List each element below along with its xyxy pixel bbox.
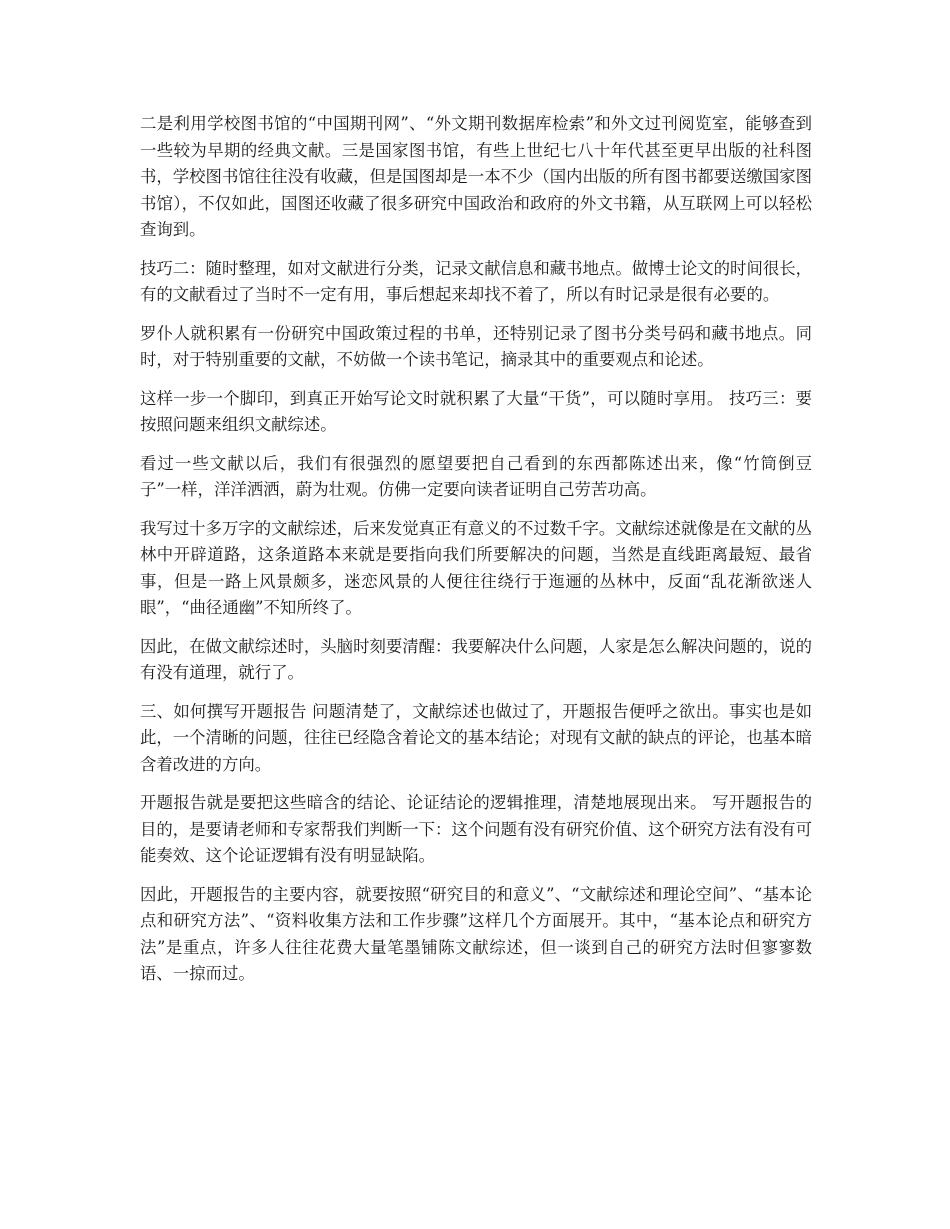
paragraph-8: 三、如何撰写开题报告 问题清楚了，文献综述也做过了，开题报告便呼之欲出。事实也是如此，一个清晰的问题，往往已经隐含着论文的基本结论；对现有文献的缺点的评论，也基本暗含着改进的方向。 [140, 701, 813, 774]
paragraph-5: 看过一些文献以后，我们有很强烈的愿望要把自己看到的东西都陈述出来，像“竹筒倒豆子”一样，洋洋洒洒，蔚为壮观。仿佛一定要向读者证明自己劳苦功高。 [140, 453, 812, 499]
paragraph-4: 这样一步一个脚印，到真正开始写论文时就积累了大量“干货”，可以随时享用。 技巧三：要按照问题来组织文献综述。 [140, 388, 812, 434]
document-body [140, 111, 812, 1000]
paragraph-2: 技巧二：随时整理，如对文献进行分类，记录文献信息和藏书地点。做博士论文的时间很长，有的文献看过了当时不一定有用，事后想起来却找不着了，所以有时记录是很有必要的。 [140, 258, 813, 304]
paragraph-9: 开题报告就是要把这些暗含的结论、论证结论的逻辑推理，清楚地展现出来。 写开题报告的目的，是要请老师和专家帮我们判断一下：这个问题有没有研究价值、这个研究方法有没有可能奏效、这个论证逻辑有没有明显缺陷。 [140, 793, 813, 865]
paragraph-1: 二是利用学校图书馆的“中国期刊网”、“外文期刊数据库检索”和外文过刊阅览室，能够查到一些较为早期的经典文献。三是国家图书馆，有些上世纪七八十年代甚至更早出版的社科图书，学校图书馆往往没有收藏，但是国图却是一本不少（国内出版的所有图书都要送缴国家图书馆），不仅如此，国图还收藏了很多研究中国政治和政府的外文书籍，从互联网上可以轻松查询到。 [140, 114, 813, 239]
paragraph-6: 我写过十多万字的文献综述，后来发觉真正有意义的不过数千字。文献综述就像是在文献的丛林中开辟道路，这条道路本来就是要指向我们所要解决的问题，当然是直线距离最短、最省事，但是一路上风景颇多，迷恋风景的人便往往绕行于迤逦的丛林中，反面“乱花渐欲迷人眼”，“曲径通幽”不知所终了。 [140, 518, 813, 617]
paragraph-7: 因此，在做文献综述时，头脑时刻要清醒：我要解决什么问题，人家是怎么解决问题的，说的有没有道理，就行了。 [140, 636, 813, 682]
paragraph-10: 因此，开题报告的主要内容，就要按照“研究目的和意义”、“文献综述和理论空间”、“基本论点和研究方法”、“资料收集方法和工作步骤”这样几个方面展开。其中，“基本论点和研究方法”是重点，许多人往往花费大量笔墨铺陈文献综述，但一谈到自己的研究方法时但寥寥数语、一掠而过。 [140, 884, 812, 983]
paragraph-3: 罗仆人就积累有一份研究中国政策过程的书单，还特别记录了图书分类号码和藏书地点。同时，对于特别重要的文献，不妨做一个读书笔记，摘录其中的重要观点和论述。 [140, 323, 812, 369]
